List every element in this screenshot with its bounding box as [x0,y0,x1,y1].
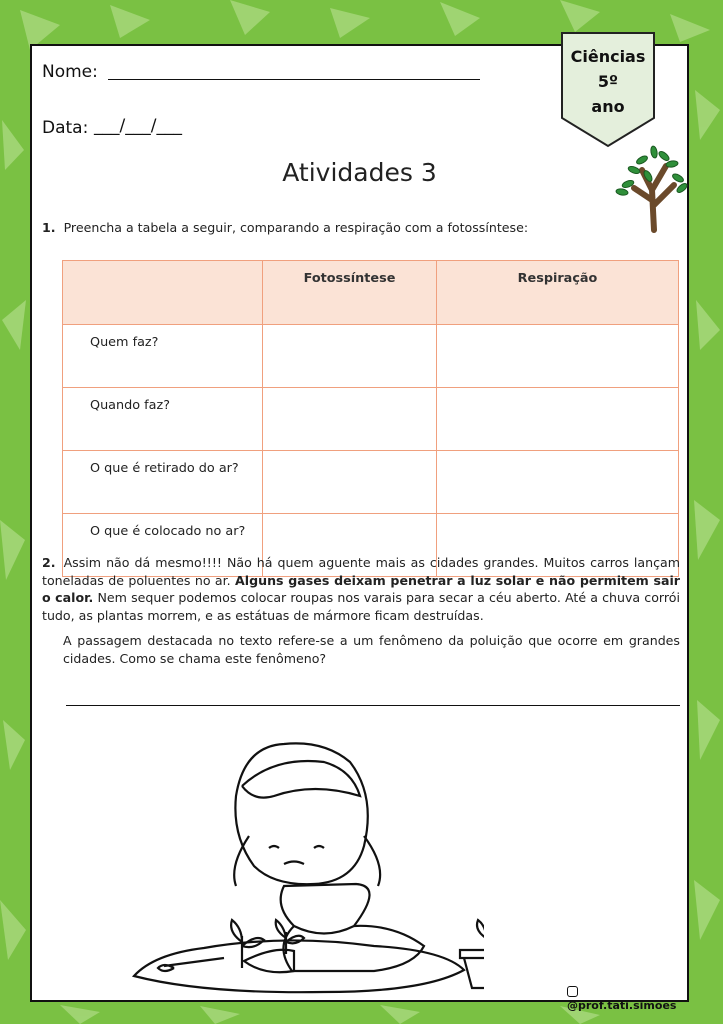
row-label-added: O que é colocado no ar? [63,514,263,577]
question-2-text-start: Assim não dá mesmo!!!! Não há quem aguente mais as cidades grandes. Muitos carros lançam toneladas de poluentes no ar. [42,555,680,588]
badge-grade: 5º [597,72,619,91]
worksheet-page [30,44,689,1012]
date-label: Data: [42,118,89,138]
page-title: Atividades 3 [282,158,437,187]
badge-subject: Ciências [570,47,646,66]
table-header-row [63,261,679,325]
question-2-highlight: Alguns gases deixam penetrar a luz solar e não permitem sair o calor. [42,572,681,605]
question-2-text-end: Nem sequer podemos colocar roupas nos varais para secar a céu aberto. Até a chuva corrói tudo, as plantas morrem, e as estátuas de mármore ficam destruídas. [42,590,680,623]
row-label-who: Quem faz? [63,325,263,388]
question-1-number: 1. [42,220,56,235]
question-1-text: Preencha a tabela a seguir, comparando a respiração com a fotossíntese: [63,220,529,235]
comparison-table [62,260,679,577]
question-1 [42,219,528,236]
question-2-number: 2. [42,555,56,570]
table-header-empty [63,261,263,325]
name-label: Nome: [42,62,98,82]
row-label-when: Quando faz? [63,388,263,451]
instagram-icon [567,986,578,997]
answer-cell[interactable] [263,325,437,388]
table-row [63,451,679,514]
date-blanks[interactable]: ___/___/___ [94,116,182,136]
table-header-respiration: Respiração [437,261,679,325]
answer-cell[interactable] [263,388,437,451]
answer-cell[interactable] [437,388,679,451]
row-label-removed: O que é retirado do ar? [63,451,263,514]
girl-gardening-illustration [124,736,484,998]
table-header-photosynthesis: Fotossíntese [263,261,437,325]
answer-cell[interactable] [263,451,437,514]
question-2-text [42,554,680,624]
answer-cell[interactable] [437,325,679,388]
answer-line[interactable] [66,705,680,706]
badge-year: ano [591,97,625,116]
name-line[interactable] [108,79,480,80]
credit-handle: @prof.tati.simoes [567,999,677,1012]
table-row [63,388,679,451]
instagram-credit [567,986,687,1012]
question-2-prompt: A passagem destacada no texto refere-se a um fenômeno da poluição que ocorre em grandes cidades. Como se chama este fenômeno? [63,633,680,666]
answer-cell[interactable] [437,451,679,514]
table-row [63,325,679,388]
